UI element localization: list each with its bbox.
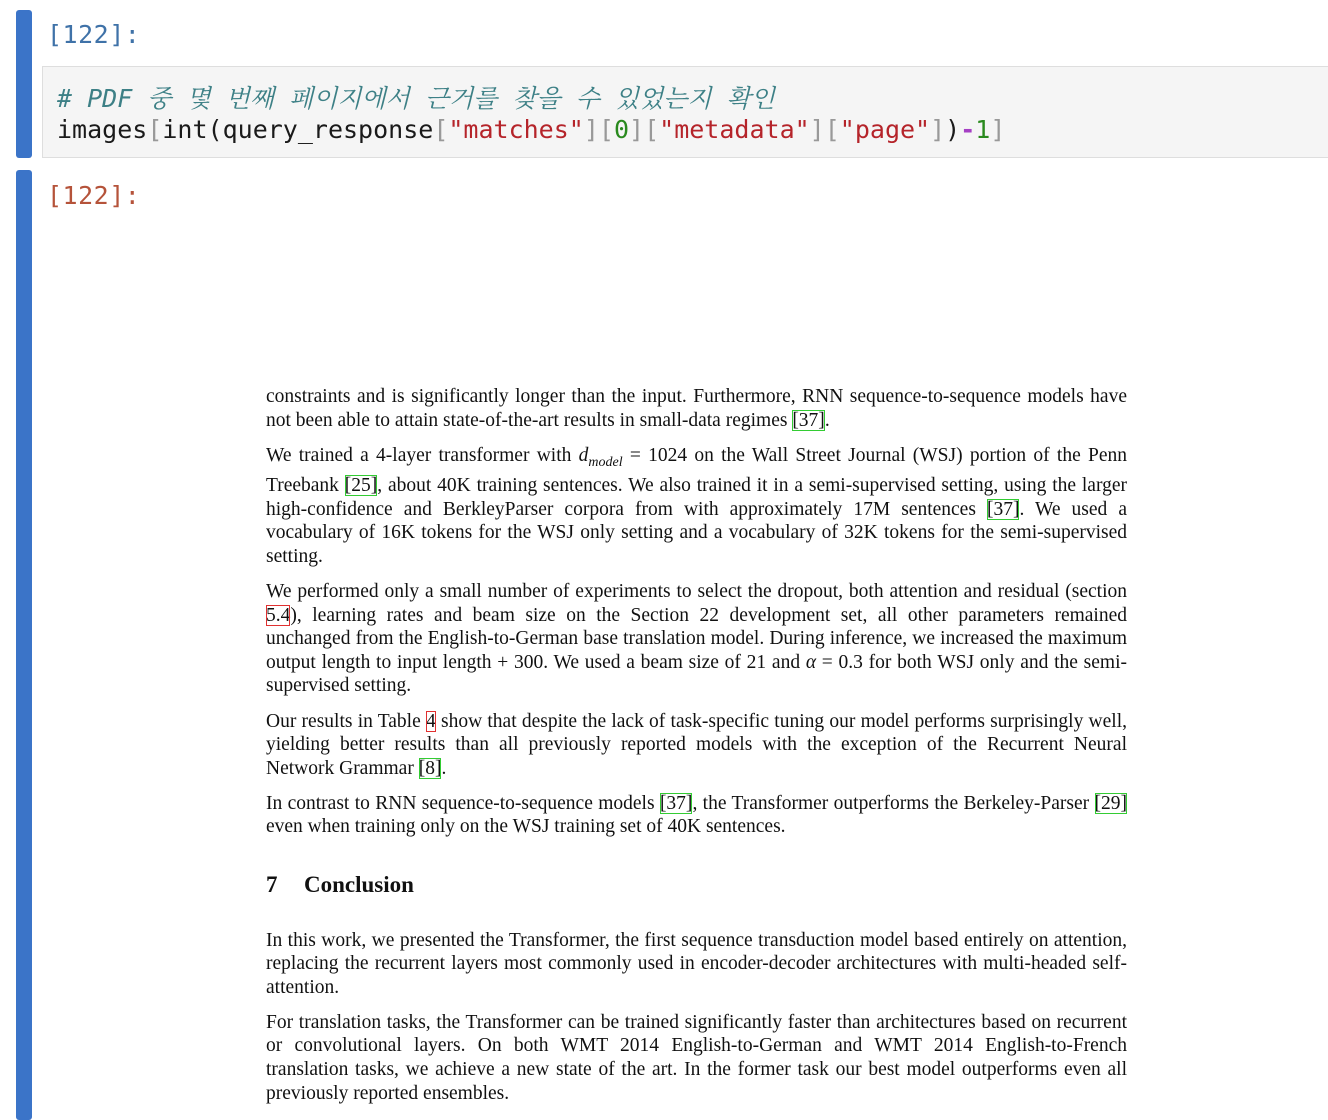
- text-run: ), learning rates and beam size on the Section 22 development set, all other parameters remained unchanged from the English-to-German base translation model. During inference, we increased the maximum output length to input length + 300. We used a beam size of 21 and: [266, 604, 1127, 673]
- code-token: "metadata": [659, 115, 810, 144]
- paragraph: [266, 385, 1127, 432]
- code-token: images: [57, 115, 148, 144]
- citation-link[interactable]: [37]: [792, 409, 825, 431]
- math-var: α: [805, 651, 817, 673]
- text-run: , the Transformer outperforms the Berkeley-Parser: [692, 792, 1095, 814]
- text-run: Our results in Table: [266, 710, 426, 732]
- text-run: In contrast to RNN sequence-to-sequence models: [266, 792, 660, 814]
- code-token: ]: [930, 115, 946, 144]
- code-token: int: [162, 115, 208, 144]
- input-cell-indicator[interactable]: [16, 10, 32, 158]
- pdf-page-image: [266, 385, 1127, 1117]
- code-token: ]: [583, 115, 599, 144]
- code-token: ]: [990, 115, 1006, 144]
- text-run: for both WSJ only and the semi-supervised setting.: [266, 651, 1127, 697]
- paragraph: [266, 580, 1127, 698]
- code-token: [: [433, 115, 449, 144]
- math-expr: = 0.3: [816, 651, 863, 673]
- table-link[interactable]: 4: [426, 710, 436, 732]
- citation-link[interactable]: [25]: [344, 475, 378, 497]
- paragraph: For translation tasks, the Transformer can be trained significantly faster than architectures based on recurrent or convolutional layers. On both WMT 2014 English-to-German and WMT 2014 English-to-French translation tasks, we achieve a new state of the art. In the former task our best model outperforms even all previously reported ensembles.: [266, 1011, 1127, 1104]
- text-run: .: [441, 757, 447, 779]
- paragraph: [266, 710, 1127, 781]
- code-token: ): [945, 115, 961, 144]
- code-token: ]: [629, 115, 645, 144]
- section-link[interactable]: 5.4: [266, 604, 291, 626]
- text-run: , about 40K training sentences. We also trained it in a semi-supervised setting, using the larger high-confidence and BerkleyParser corpora from with approximately 17M sentences: [266, 475, 1127, 520]
- text-run: show that despite the lack of task-specific tuning our model performs surprisingly well, yielding better results than all previously reported models with the exception of the Recurrent Neural Network Grammar: [266, 710, 1127, 779]
- citation-link[interactable]: [8]: [418, 757, 442, 779]
- output-cell-indicator[interactable]: [16, 170, 32, 1120]
- paragraph: [266, 792, 1127, 839]
- code-token: query_response: [222, 115, 434, 144]
- citation-link[interactable]: [37]: [659, 792, 693, 814]
- math-subscript: model: [588, 454, 623, 470]
- text-run: constraints and is significantly longer than the input. Furthermore, RNN sequence-to-sequence models have not been able to attain state-of-the-art results in small-data regimes: [266, 386, 1127, 431]
- section-title: Conclusion: [304, 871, 414, 897]
- code-token: 0: [613, 115, 630, 144]
- math-var: d: [578, 444, 589, 466]
- code-token: "page": [839, 115, 931, 144]
- code-token: -: [960, 115, 976, 144]
- text-run: on the Wall Street Journal (WSJ) portion of the Penn Treebank: [266, 444, 1127, 497]
- code-token: "matches": [448, 115, 584, 144]
- text-run: We trained a 4-layer transformer with: [266, 444, 579, 466]
- code-token: [: [824, 115, 840, 144]
- section-number: 7: [266, 871, 278, 897]
- code-token: [: [147, 115, 163, 144]
- code-comment: # PDF 중 몇 번째 페이지에서 근거를 찾을 수 있었는지 확인: [57, 84, 775, 113]
- code-token: (: [207, 115, 223, 144]
- paragraph: [266, 444, 1127, 569]
- input-prompt: [122]:: [47, 20, 141, 49]
- code-token: [: [598, 115, 614, 144]
- text-run: We performed only a small number of experiments to select the dropout, both attention and residual (section: [266, 581, 1127, 603]
- section-heading: [266, 873, 1127, 897]
- text-run: . We used a vocabulary of 16K tokens for the WSJ only setting and a vocabulary of 32K tokens for the semi-supervised setting.: [266, 498, 1127, 567]
- code-token: ]: [809, 115, 825, 144]
- code-line: [57, 115, 1005, 144]
- text-run: even when training only on the WSJ training set of 40K sentences.: [266, 816, 786, 838]
- text-run: .: [824, 409, 830, 431]
- math-expr: = 1024: [622, 444, 688, 466]
- output-prompt: [122]:: [47, 181, 141, 210]
- citation-link[interactable]: [29]: [1094, 792, 1128, 814]
- citation-link[interactable]: [37]: [986, 498, 1020, 520]
- code-token: 1: [975, 115, 991, 144]
- code-editor[interactable]: [42, 66, 1328, 158]
- code-token: [: [644, 115, 660, 144]
- paragraph: In this work, we presented the Transformer, the first sequence transduction model based entirely on attention, replacing the recurrent layers most commonly used in encoder-decoder architectures with multi-headed self-attention.: [266, 929, 1127, 998]
